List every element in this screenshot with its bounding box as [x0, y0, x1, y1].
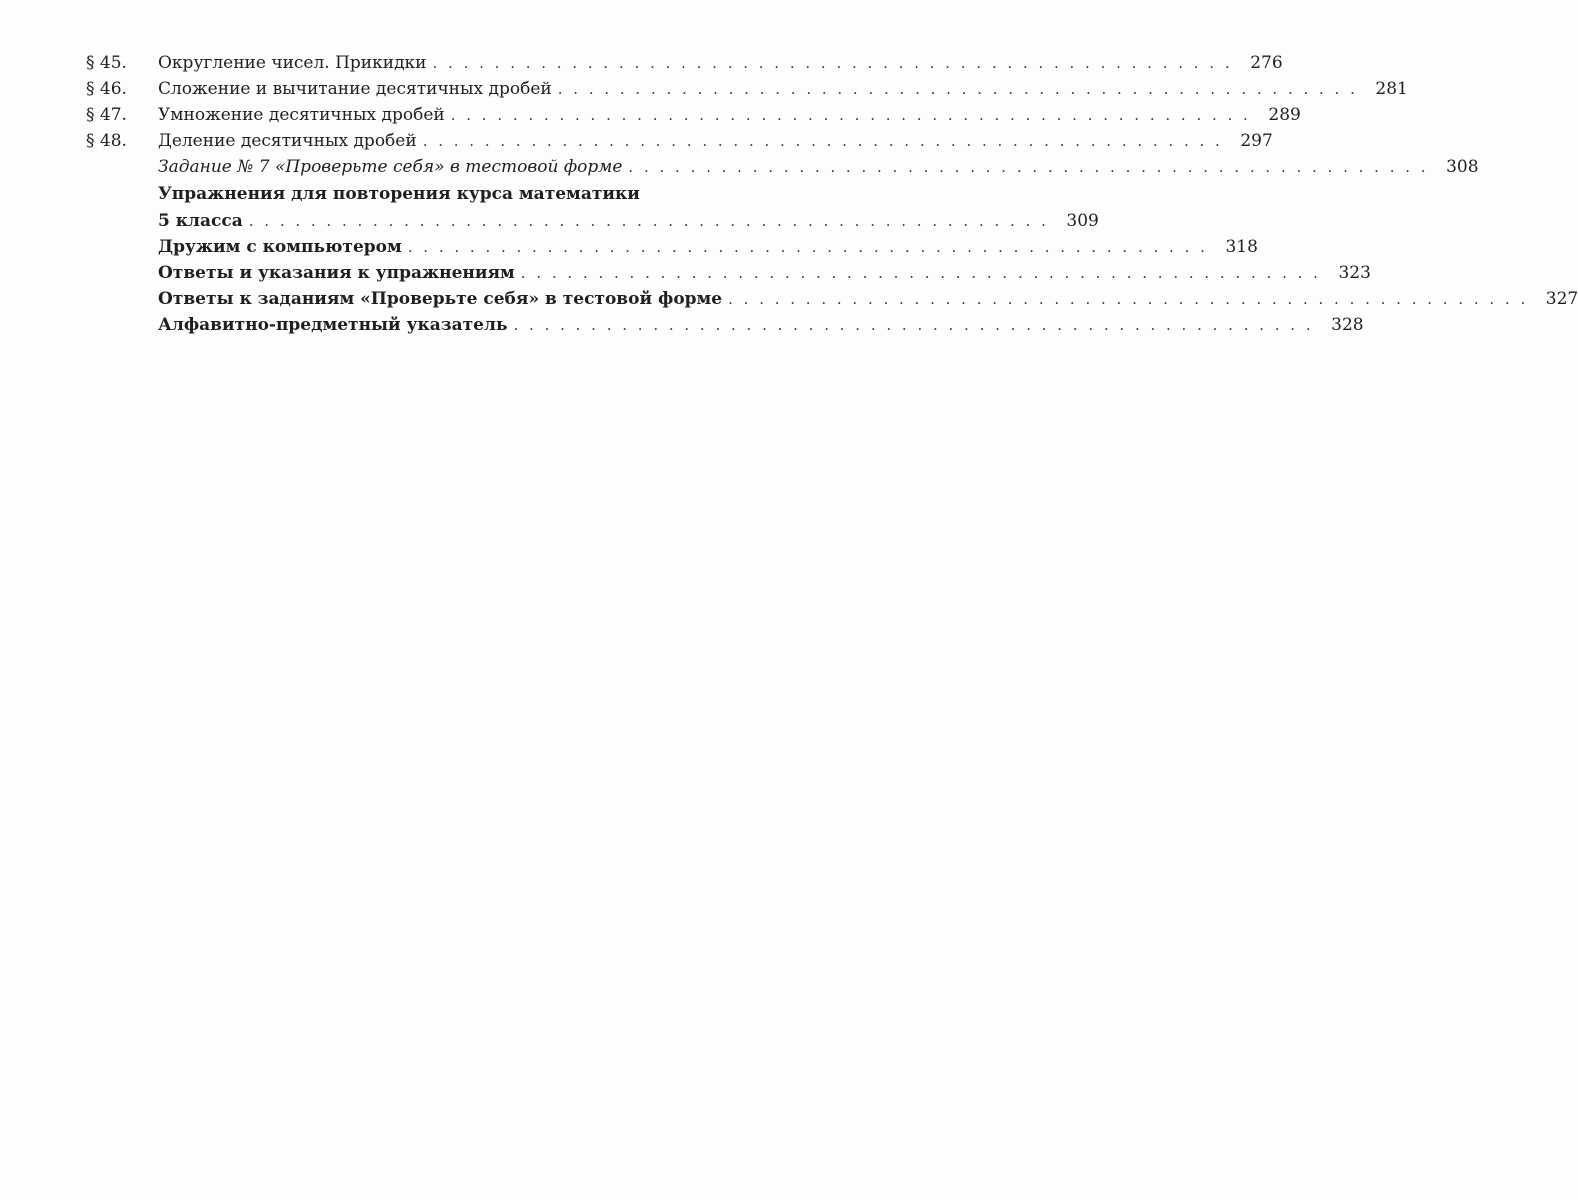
leader-dots: . . . . . . . . . . . . . . . . . . . . . . . . . . . . . . . . . . . . . . . . . . . . . . . . . . . . — [248, 212, 1049, 230]
toc-entry-index — [0, 312, 1364, 338]
entry-title: 5 класса — [158, 211, 243, 231]
page-number: 323 — [1338, 263, 1371, 283]
entry-title: Алфавитно-предметный указатель — [158, 315, 508, 335]
page-number: 276 — [1250, 53, 1283, 73]
page-number: 308 — [1446, 157, 1479, 177]
toc-entry-46 — [0, 76, 1408, 102]
leader-dots: . . . . . . . . . . . . . . . . . . . . . . . . . . . . . . . . . . . . . . . . . . . . . . . . . . . . — [450, 106, 1251, 124]
page-number: 327 — [1545, 289, 1578, 309]
page-number: 309 — [1066, 211, 1099, 231]
toc-entry-test-7 — [0, 154, 1479, 180]
entry-title: Ответы и указания к упражнениям — [158, 263, 515, 283]
section-number: § 45. — [86, 53, 127, 73]
toc-entry-47 — [0, 102, 1301, 128]
page-number: 318 — [1225, 237, 1258, 257]
toc-entry-test-answers — [0, 286, 1578, 312]
entry-title: Дружим с компьютером — [158, 237, 402, 257]
toc-entry-review-line2 — [0, 208, 1099, 234]
page-number: 289 — [1268, 105, 1301, 125]
leader-dots: . . . . . . . . . . . . . . . . . . . . . . . . . . . . . . . . . . . . . . . . . . . . . . . . . . . . — [422, 132, 1223, 150]
table-of-contents — [0, 50, 1578, 338]
leader-dots: . . . . . . . . . . . . . . . . . . . . . . . . . . . . . . . . . . . . . . . . . . . . . . . . . . . . — [407, 238, 1208, 256]
section-number: § 46. — [86, 79, 127, 99]
toc-entry-computer — [0, 234, 1258, 260]
page-number: 297 — [1240, 131, 1273, 151]
page-number: 281 — [1375, 79, 1408, 99]
leader-dots: . . . . . . . . . . . . . . . . . . . . . . . . . . . . . . . . . . . . . . . . . . . . . . . . . . . . — [432, 54, 1233, 72]
page-number: 328 — [1331, 315, 1364, 335]
entry-title: Задание № 7 «Проверьте себя» в тестовой форме — [158, 157, 623, 177]
section-number: § 47. — [86, 105, 127, 125]
section-number: § 48. — [86, 131, 127, 151]
toc-entry-48 — [0, 128, 1273, 154]
entry-title: Деление десятичных дробей — [158, 131, 417, 151]
entry-title: Умножение десятичных дробей — [158, 105, 445, 125]
toc-entry-45 — [0, 50, 1283, 76]
entry-title: Округление чисел. Прикидки — [158, 53, 427, 73]
leader-dots: . . . . . . . . . . . . . . . . . . . . . . . . . . . . . . . . . . . . . . . . . . . . . . . . . . . . — [557, 80, 1358, 98]
toc-entry-review-line1 — [0, 180, 900, 208]
entry-title: Упражнения для повторения курса математики — [158, 184, 640, 204]
entry-title: Ответы к заданиям «Проверьте себя» в тестовой форме — [158, 289, 723, 309]
leader-dots: . . . . . . . . . . . . . . . . . . . . . . . . . . . . . . . . . . . . . . . . . . . . . . . . . . . . — [728, 290, 1529, 308]
toc-entry-answers — [0, 260, 1371, 286]
entry-title: Сложение и вычитание десятичных дробей — [158, 79, 552, 99]
leader-dots: . . . . . . . . . . . . . . . . . . . . . . . . . . . . . . . . . . . . . . . . . . . . . . . . . . . . — [520, 264, 1321, 282]
leader-dots: . . . . . . . . . . . . . . . . . . . . . . . . . . . . . . . . . . . . . . . . . . . . . . . . . . . . — [513, 316, 1314, 334]
leader-dots: . . . . . . . . . . . . . . . . . . . . . . . . . . . . . . . . . . . . . . . . . . . . . . . . . . . . — [628, 158, 1429, 176]
